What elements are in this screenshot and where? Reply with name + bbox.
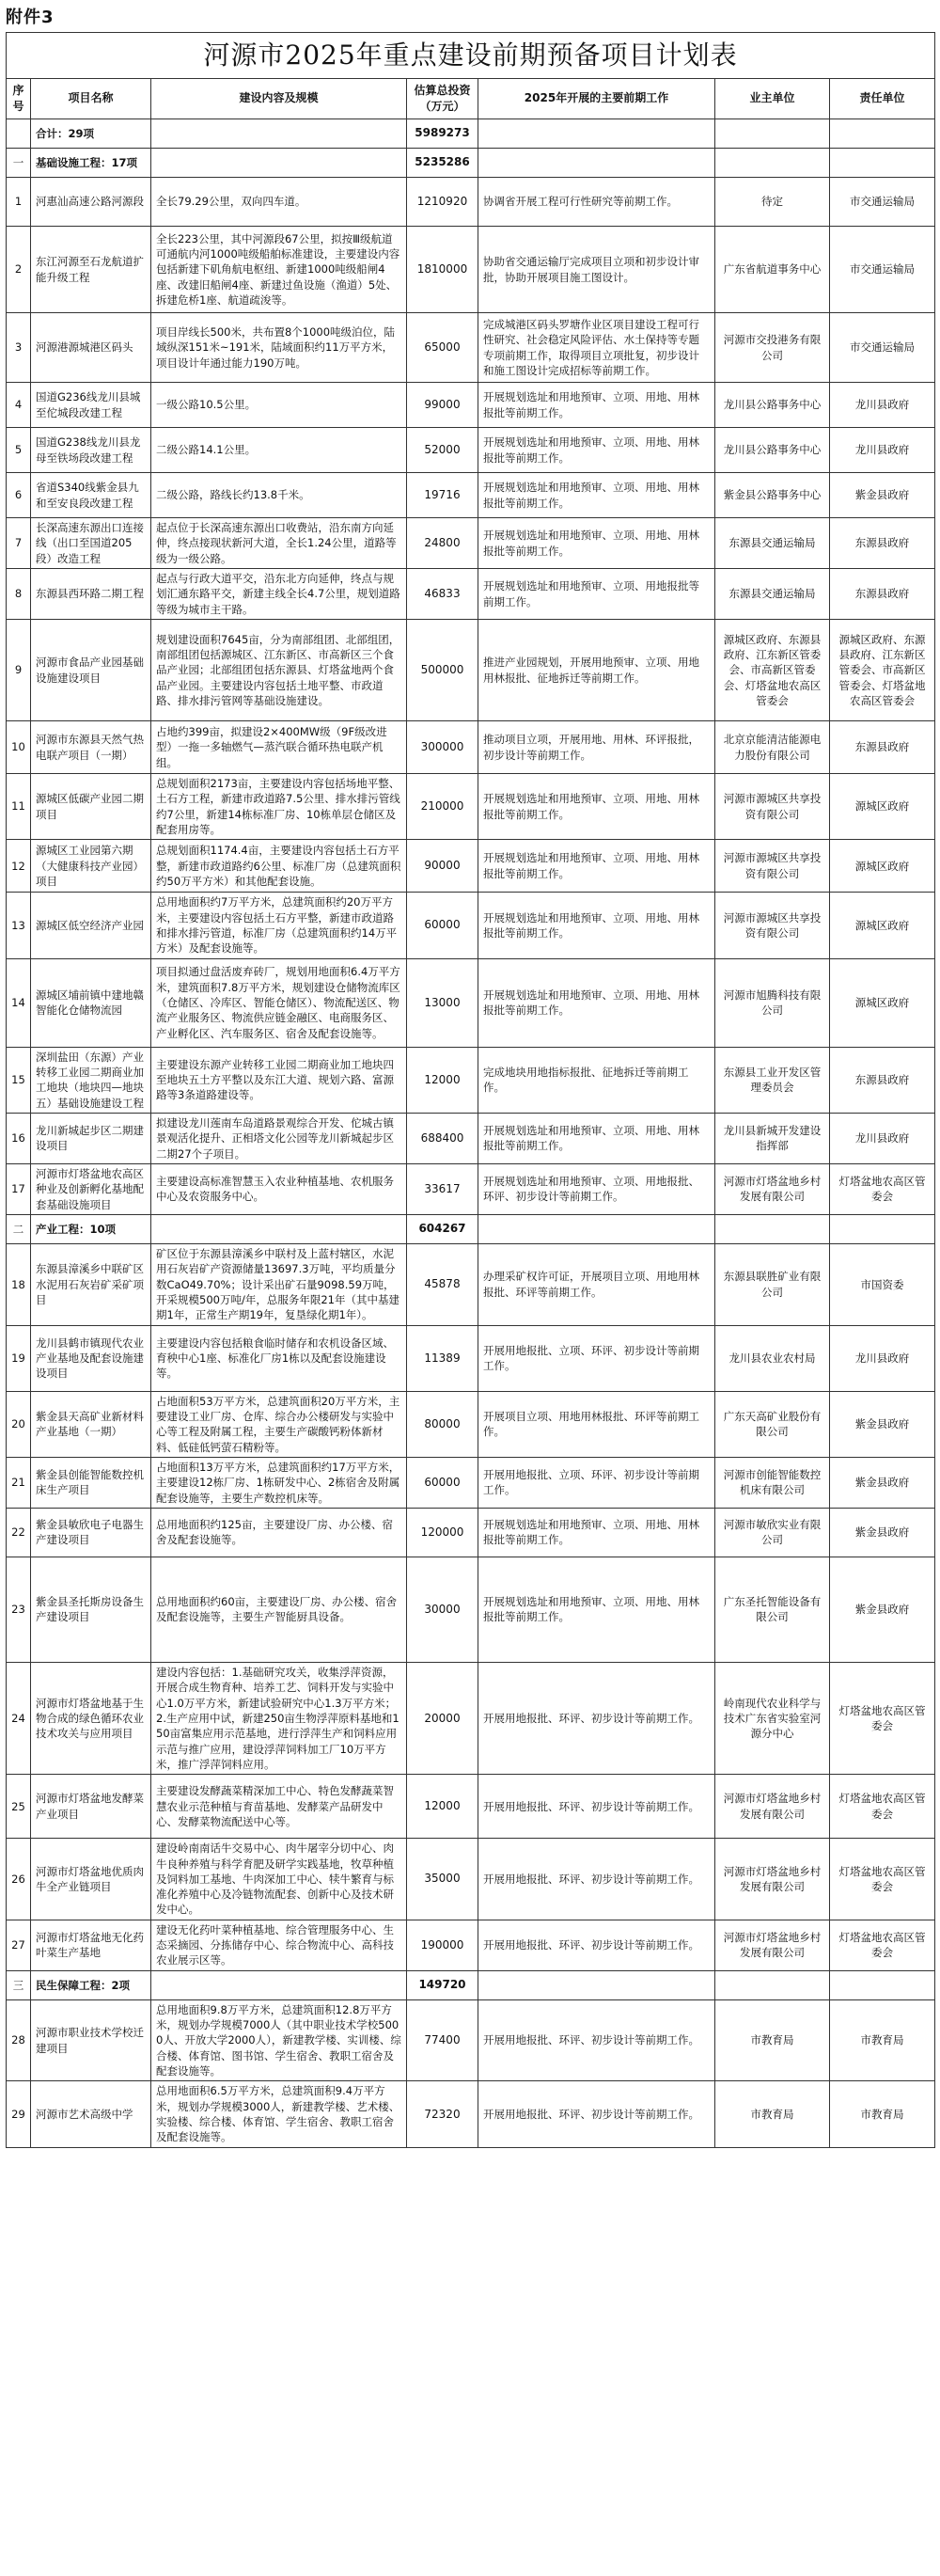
row-number: 29 (7, 2081, 31, 2147)
preliminary-work: 开展规划选址和用地预审、立项、用地报批等前期工作。 (478, 569, 715, 620)
section-number: 二 (7, 1214, 31, 1243)
table-row (7, 569, 935, 620)
attachment-label: 附件3 (6, 8, 55, 27)
construction-content: 总规划面积2173亩，主要建设内容包括场地平整、土石方工程，新建市政道路7.5公里、排水排污管线约7公里，新建14栋标准厂房、10栋单层仓储区及配套用房等。 (151, 774, 407, 840)
table-row (7, 958, 935, 1047)
responsible-unit: 紫金县政府 (830, 1457, 935, 1508)
row-number: 2 (7, 227, 31, 313)
section-number: 一 (7, 149, 31, 178)
owner-unit: 北京京能清洁能源电力股份有限公司 (715, 721, 830, 774)
project-name: 龙川新城起步区二期建设项目 (31, 1113, 151, 1163)
investment-amount: 60000 (407, 893, 478, 958)
responsible-unit: 东源县政府 (830, 721, 935, 774)
owner-unit: 东源县交通运输局 (715, 518, 830, 569)
table-row (7, 1508, 935, 1557)
row-number: 14 (7, 958, 31, 1047)
project-name: 东源县漳溪乡中联矿区水泥用石灰岩矿采矿项目 (31, 1243, 151, 1325)
header-content: 建设内容及规模 (151, 79, 407, 119)
section-number: 三 (7, 1970, 31, 1999)
row-number: 3 (7, 313, 31, 383)
responsible-unit: 市教育局 (830, 2081, 935, 2147)
owner-unit: 紫金县公路事务中心 (715, 473, 830, 518)
responsible-unit: 市交通运输局 (830, 227, 935, 313)
table-row (7, 518, 935, 569)
row-number: 21 (7, 1457, 31, 1508)
construction-content: 一级公路10.5公里。 (151, 383, 407, 428)
construction-content: 全长223公里，其中河源段67公里，拟按Ⅲ级航道可通航内河1000吨级船舶标准建设，主要建设内容包括新建下矶角航电枢纽、新建1000吨级船闸4座、改建旧船闸4座、新建过鱼设施（渔道）5处、拆建危桥1座、航道疏浚等。 (151, 227, 407, 313)
project-name: 紫金县天高矿业新材料产业基地（一期） (31, 1391, 151, 1457)
owner-unit: 广东天高矿业股份有限公司 (715, 1391, 830, 1457)
project-name: 国道G236线龙川县城至佗城段改建工程 (31, 383, 151, 428)
owner-unit: 待定 (715, 178, 830, 227)
preliminary-work: 开展规划选址和用地预审、立项、用地报批、环评、初步设计等前期工作。 (478, 1163, 715, 1214)
responsible-unit: 灯塔盆地农高区管委会 (830, 1662, 935, 1774)
project-name: 龙川县鹤市镇现代农业产业基地及配套设施建设项目 (31, 1325, 151, 1391)
total-amount: 5989273 (407, 119, 478, 149)
responsible-unit: 紫金县政府 (830, 1391, 935, 1457)
header-amount: 估算总投资（万元） (407, 79, 478, 119)
section-empty (151, 1970, 407, 1999)
table-row (7, 178, 935, 227)
responsible-unit: 龙川县政府 (830, 1325, 935, 1391)
header-no: 序号 (7, 79, 31, 119)
total-row (7, 119, 935, 149)
responsible-unit: 龙川县政府 (830, 383, 935, 428)
header-owner: 业主单位 (715, 79, 830, 119)
section-row (7, 1214, 935, 1243)
section-row (7, 1970, 935, 1999)
preliminary-work: 开展用地报批、环评、初步设计等前期工作。 (478, 1920, 715, 1970)
row-number: 17 (7, 1163, 31, 1214)
table-row (7, 1325, 935, 1391)
row-number: 27 (7, 1920, 31, 1970)
table-row (7, 383, 935, 428)
responsible-unit: 东源县政府 (830, 518, 935, 569)
construction-content: 总用地面积约7万平方米，总建筑面积约20万平方米，主要建设内容包括土石方平整，新建市政道路和排水排污管道，标准厂房（总建筑面积约14万平方米）及配套设施等。 (151, 893, 407, 958)
row-number: 15 (7, 1047, 31, 1113)
project-name: 河源市灯塔盆地优质肉牛全产业链项目 (31, 1839, 151, 1920)
project-table (6, 32, 935, 2148)
project-name: 河源市职业技术学校迁建项目 (31, 1999, 151, 2081)
investment-amount: 1810000 (407, 227, 478, 313)
preliminary-work: 办理采矿权许可证，开展项目立项、用地用林报批、环评等前期工作。 (478, 1243, 715, 1325)
project-name: 河源市灯塔盆地发酵菜产业项目 (31, 1775, 151, 1839)
row-number: 1 (7, 178, 31, 227)
project-name: 河源市灯塔盆地农高区种业及创新孵化基地配套基础设施项目 (31, 1163, 151, 1214)
header-resp: 责任单位 (830, 79, 935, 119)
preliminary-work: 开展规划选址和用地预审、立项、用地、用林报批等前期工作。 (478, 473, 715, 518)
preliminary-work: 完成城港区码头罗塘作业区项目建设工程可行性研究、社会稳定风险评估、水土保持等专题专项前期工作，取得项目立项批复，初步设计和施工图设计完成招标等前期工作。 (478, 313, 715, 383)
responsible-unit: 源城区政府 (830, 958, 935, 1047)
construction-content: 二级公路，路线长约13.8千米。 (151, 473, 407, 518)
project-name: 省道S340线紫金县九和至安良段改建工程 (31, 473, 151, 518)
construction-content: 拟建设龙川莲南车岛道路景观综合开发、佗城古镇景观活化提升、正相塔文化公园等龙川新城起步区二期27个子项目。 (151, 1113, 407, 1163)
construction-content: 总用地面积9.8万平方米，总建筑面积12.8万平方米，规划办学规模7000人（其中职业技术学校5000人、开放大学2000人），新建教学楼、实训楼、综合楼、体育馆、图书馆、学生宿舍、教职工宿舍及配套设施等。 (151, 1999, 407, 2081)
construction-content: 主要建设发酵蔬菜精深加工中心、特色发酵蔬菜智慧农业示范种植与育苗基地、发酵菜产品研发中心、发酵菜物流配送中心等。 (151, 1775, 407, 1839)
section-empty (478, 149, 715, 178)
construction-content: 总用地面积6.5万平方米，总建筑面积9.4万平方米，规划办学规模3000人，新建教学楼、艺术楼、实验楼、综合楼、体育馆、学生宿舍、教职工宿舍及配套设施等。 (151, 2081, 407, 2147)
responsible-unit: 灯塔盆地农高区管委会 (830, 1163, 935, 1214)
preliminary-work: 推动项目立项，开展用地、用林、环评报批，初步设计等前期工作。 (478, 721, 715, 774)
construction-content: 项目拟通过盘活废弃砖厂，规划用地面积6.4万平方米，建筑面积7.8万平方米，规划建设仓储物流库区（仓储区、冷库区、智能仓储区）、物流配送区、物流产业服务区、物流供应链金融区、电商服务区、产业孵化区、汽车服务区、宿舍及配套设施等。 (151, 958, 407, 1047)
section-amount: 5235286 (407, 149, 478, 178)
preliminary-work: 开展项目立项、用地用林报批、环评等前期工作。 (478, 1391, 715, 1457)
row-number: 24 (7, 1662, 31, 1774)
construction-content: 总规划面积1174.4亩，主要建设内容包括土石方平整，新建市政道路约6公里、标准厂房（总建筑面积约50万平方米）和其他配套设施。 (151, 840, 407, 893)
owner-unit: 龙川县新城开发建设指挥部 (715, 1113, 830, 1163)
header-row (7, 79, 935, 119)
construction-content: 矿区位于东源县漳溪乡中联村及上蓝村辖区，水泥用石灰岩矿产资源储量13697.3万吨，平均质量分数CaO49.70%；设计采出矿石量9098.59万吨，开采规模500万吨/年，总服务年限21年（其中基建期1年，正常生产期19年，复垦绿化期1年）。 (151, 1243, 407, 1325)
row-number: 19 (7, 1325, 31, 1391)
row-number: 5 (7, 428, 31, 473)
table-row (7, 2081, 935, 2147)
construction-content: 建设无化药叶菜种植基地、综合管理服务中心、生态采摘园、分拣储存中心、综合物流中心、高科技农业展示区等。 (151, 1920, 407, 1970)
preliminary-work: 开展用地报批、环评、初步设计等前期工作。 (478, 1662, 715, 1774)
project-name: 源城区低碳产业园二期项目 (31, 774, 151, 840)
owner-unit: 河源市灯塔盆地乡村发展有限公司 (715, 1920, 830, 1970)
project-name: 源城区低空经济产业园 (31, 893, 151, 958)
table-row (7, 1113, 935, 1163)
table-row (7, 313, 935, 383)
section-label: 基础设施工程：17项 (31, 149, 151, 178)
preliminary-work: 开展规划选址和用地预审、立项、用地、用林报批等前期工作。 (478, 1508, 715, 1557)
investment-amount: 19716 (407, 473, 478, 518)
responsible-unit: 市教育局 (830, 1999, 935, 2081)
investment-amount: 500000 (407, 620, 478, 721)
investment-amount: 300000 (407, 721, 478, 774)
owner-unit: 岭南现代农业科学与技术广东省实验室河源分中心 (715, 1662, 830, 1774)
row-number: 22 (7, 1508, 31, 1557)
owner-unit: 河源市创能智能数控机床有限公司 (715, 1457, 830, 1508)
preliminary-work: 开展规划选址和用地预审、立项、用地、用林报批等前期工作。 (478, 383, 715, 428)
preliminary-work: 开展规划选址和用地预审、立项、用地、用林报批等前期工作。 (478, 518, 715, 569)
construction-content: 主要建设东源产业转移工业园二期商业加工地块四至地块五土方平整以及东江大道、规划六路、富源路等3条道路建设等。 (151, 1047, 407, 1113)
construction-content: 建设岭南南话牛交易中心、肉牛屠宰分切中心、肉牛良种养殖与科学育肥及研学实践基地，牧草种植及饲料加工基地、牛肉深加工中心、犊牛繁育与标准化养殖中心及冷链物流配套、创新中心及技术研发中心。 (151, 1839, 407, 1920)
preliminary-work: 开展规划选址和用地预审、立项、用地、用林报批等前期工作。 (478, 774, 715, 840)
row-number: 6 (7, 473, 31, 518)
investment-amount: 99000 (407, 383, 478, 428)
table-row (7, 893, 935, 958)
construction-content: 二级公路14.1公里。 (151, 428, 407, 473)
responsible-unit: 龙川县政府 (830, 1113, 935, 1163)
section-empty (715, 149, 830, 178)
investment-amount: 1210920 (407, 178, 478, 227)
row-number: 7 (7, 518, 31, 569)
preliminary-work: 完成地块用地指标报批、征地拆迁等前期工作。 (478, 1047, 715, 1113)
responsible-unit: 东源县政府 (830, 569, 935, 620)
investment-amount: 52000 (407, 428, 478, 473)
responsible-unit: 灯塔盆地农高区管委会 (830, 1839, 935, 1920)
investment-amount: 46833 (407, 569, 478, 620)
construction-content: 占地面积13万平方米，总建筑面积约17万平方米，主要建设12栋厂房、1栋研发中心、2栋宿舍及附属配套设施等，主要生产数控机床等。 (151, 1457, 407, 1508)
investment-amount: 33617 (407, 1163, 478, 1214)
row-number: 18 (7, 1243, 31, 1325)
section-empty (830, 149, 935, 178)
construction-content: 起点与行政大道平交，沿东北方向延伸，终点与规划汇通东路平交，新建主线全长4.7公里，规划道路等级为城市主干路。 (151, 569, 407, 620)
project-name: 河源市食品产业园基础设施建设项目 (31, 620, 151, 721)
preliminary-work: 开展用地报批、环评、初步设计等前期工作。 (478, 2081, 715, 2147)
owner-unit: 东源县工业开发区管理委员会 (715, 1047, 830, 1113)
responsible-unit: 紫金县政府 (830, 473, 935, 518)
table-row (7, 1391, 935, 1457)
section-label: 民生保障工程：2项 (31, 1970, 151, 1999)
owner-unit: 河源市灯塔盆地乡村发展有限公司 (715, 1839, 830, 1920)
responsible-unit: 市交通运输局 (830, 313, 935, 383)
owner-unit: 龙川县公路事务中心 (715, 428, 830, 473)
investment-amount: 688400 (407, 1113, 478, 1163)
owner-unit: 河源市灯塔盆地乡村发展有限公司 (715, 1775, 830, 1839)
table-row (7, 840, 935, 893)
row-number: 10 (7, 721, 31, 774)
table-row (7, 473, 935, 518)
table-row (7, 1047, 935, 1113)
investment-amount: 12000 (407, 1047, 478, 1113)
table-row (7, 1457, 935, 1508)
preliminary-work: 开展用地报批、立项、环评、初步设计等前期工作。 (478, 1457, 715, 1508)
responsible-unit: 灯塔盆地农高区管委会 (830, 1775, 935, 1839)
preliminary-work: 开展规划选址和用地预审、立项、用地、用林报批等前期工作。 (478, 428, 715, 473)
header-work: 2025年开展的主要前期工作 (478, 79, 715, 119)
construction-content: 占地约399亩，拟建设2×400MW级（9F级改进型）一拖一多轴燃气—蒸汽联合循环热电联产机组。 (151, 721, 407, 774)
owner-unit: 市教育局 (715, 2081, 830, 2147)
construction-content: 规划建设面积7645亩，分为南部组团、北部组团，南部组团包括源城区、江东新区、市高新区三个食品产业园；北部组团包括东源县、灯塔盆地两个食品产业园。主要建设内容包括土地平整、市政道路、排水排污管网等基础设施建设。 (151, 620, 407, 721)
investment-amount: 11389 (407, 1325, 478, 1391)
project-name: 深圳盐田（东源）产业转移工业园二期商业加工地块（地块四—地块五）基础设施建设工程 (31, 1047, 151, 1113)
header-name: 项目名称 (31, 79, 151, 119)
section-empty (478, 1214, 715, 1243)
project-name: 紫金县创能智能数控机床生产项目 (31, 1457, 151, 1508)
owner-unit: 河源市源城区共享投资有限公司 (715, 840, 830, 893)
project-name: 河源市灯塔盆地无化药叶菜生产基地 (31, 1920, 151, 1970)
table-row (7, 721, 935, 774)
construction-content: 总用地面积约60亩，主要建设厂房、办公楼、宿舍及配套设施等，主要生产智能厨具设备。 (151, 1557, 407, 1662)
page-title: 河源市2025年重点建设前期预备项目计划表 (7, 33, 935, 79)
construction-content: 主要建设高标准智慧玉入农业种植基地、农机服务中心及农资服务中心。 (151, 1163, 407, 1214)
table-row (7, 1839, 935, 1920)
investment-amount: 45878 (407, 1243, 478, 1325)
table-row (7, 1662, 935, 1774)
project-name: 紫金县敏欣电子电器生产建设项目 (31, 1508, 151, 1557)
preliminary-work: 协助省交通运输厅完成项目立项和初步设计审批，协助开展项目施工图设计。 (478, 227, 715, 313)
responsible-unit: 紫金县政府 (830, 1557, 935, 1662)
preliminary-work: 开展规划选址和用地预审、立项、用地、用林报批等前期工作。 (478, 1557, 715, 1662)
construction-content: 全长79.29公里，双向四车道。 (151, 178, 407, 227)
section-empty (478, 1970, 715, 1999)
table-row (7, 1243, 935, 1325)
responsible-unit: 市交通运输局 (830, 178, 935, 227)
section-label: 产业工程：10项 (31, 1214, 151, 1243)
section-empty (830, 1970, 935, 1999)
owner-unit: 龙川县农业农村局 (715, 1325, 830, 1391)
investment-amount: 80000 (407, 1391, 478, 1457)
preliminary-work: 开展用地报批、环评、初步设计等前期工作。 (478, 1839, 715, 1920)
table-row (7, 1920, 935, 1970)
preliminary-work: 开展用地报批、环评、初步设计等前期工作。 (478, 1775, 715, 1839)
construction-content: 建设内容包括：1.基础研究攻关，收集浮萍资源，开展合成生物育种、培养工艺、饲料开发与实验中心1.0万平方米，新建试验研究中心1.3万平方米；2.生产应用中试，新建250亩生物浮萍原料基地和150亩富集应用示范基地，进行浮萍生产和饲料应用示范与推广应用，建设浮萍饲料加工厂10万平方米，推广浮萍饲料应用。 (151, 1662, 407, 1774)
section-empty (715, 1970, 830, 1999)
preliminary-work: 开展规划选址和用地预审、立项、用地、用林报批等前期工作。 (478, 958, 715, 1047)
responsible-unit: 紫金县政府 (830, 1508, 935, 1557)
section-empty (151, 1214, 407, 1243)
investment-amount: 120000 (407, 1508, 478, 1557)
responsible-unit: 灯塔盆地农高区管委会 (830, 1920, 935, 1970)
investment-amount: 190000 (407, 1920, 478, 1970)
owner-unit: 市教育局 (715, 1999, 830, 2081)
row-number: 9 (7, 620, 31, 721)
project-name: 河源市东源县天然气热电联产项目（一期） (31, 721, 151, 774)
owner-unit: 河源市源城区共享投资有限公司 (715, 774, 830, 840)
owner-unit: 河源市旭腾科技有限公司 (715, 958, 830, 1047)
row-number: 23 (7, 1557, 31, 1662)
project-name: 长深高速东源出口连接线（出口至国道205段）改造工程 (31, 518, 151, 569)
preliminary-work: 开展用地报批、环评、初步设计等前期工作。 (478, 1999, 715, 2081)
table-row (7, 1775, 935, 1839)
table-row (7, 620, 935, 721)
row-number: 25 (7, 1775, 31, 1839)
investment-amount: 30000 (407, 1557, 478, 1662)
table-row (7, 774, 935, 840)
responsible-unit: 源城区政府、东源县政府、江东新区管委会、市高新区管委会、灯塔盆地农高区管委会 (830, 620, 935, 721)
preliminary-work: 开展用地报批、立项、环评、初步设计等前期工作。 (478, 1325, 715, 1391)
section-amount: 149720 (407, 1970, 478, 1999)
project-name: 河源市灯塔盆地基于生物合成的绿色循环农业技术攻关与应用项目 (31, 1662, 151, 1774)
owner-unit: 河源市敏欣实业有限公司 (715, 1508, 830, 1557)
construction-content: 起点位于长深高速东源出口收费站，沿东南方向延伸，终点接现状新河大道，全长1.24公里，道路等级为一级公路。 (151, 518, 407, 569)
project-name: 东源县西环路二期工程 (31, 569, 151, 620)
table-row (7, 227, 935, 313)
responsible-unit: 源城区政府 (830, 893, 935, 958)
project-name: 河惠汕高速公路河源段 (31, 178, 151, 227)
owner-unit: 东源县交通运输局 (715, 569, 830, 620)
table-body (7, 119, 935, 2148)
investment-amount: 24800 (407, 518, 478, 569)
table-row (7, 1557, 935, 1662)
table-row (7, 428, 935, 473)
row-number: 16 (7, 1113, 31, 1163)
row-number: 8 (7, 569, 31, 620)
responsible-unit: 源城区政府 (830, 840, 935, 893)
construction-content: 总用地面积约125亩，主要建设厂房、办公楼、宿舍及配套设施等。 (151, 1508, 407, 1557)
responsible-unit: 源城区政府 (830, 774, 935, 840)
row-number: 26 (7, 1839, 31, 1920)
responsible-unit: 东源县政府 (830, 1047, 935, 1113)
row-number: 12 (7, 840, 31, 893)
owner-unit: 东源县联胜矿业有限公司 (715, 1243, 830, 1325)
table-row (7, 1163, 935, 1214)
row-number: 11 (7, 774, 31, 840)
section-empty (830, 1214, 935, 1243)
row-number: 4 (7, 383, 31, 428)
project-name: 紫金县圣托斯房设备生产建设项目 (31, 1557, 151, 1662)
investment-amount: 90000 (407, 840, 478, 893)
owner-unit: 龙川县公路事务中心 (715, 383, 830, 428)
investment-amount: 60000 (407, 1457, 478, 1508)
section-amount: 604267 (407, 1214, 478, 1243)
responsible-unit: 龙川县政府 (830, 428, 935, 473)
investment-amount: 72320 (407, 2081, 478, 2147)
section-row (7, 149, 935, 178)
preliminary-work: 开展规划选址和用地预审、立项、用地、用林报批等前期工作。 (478, 840, 715, 893)
investment-amount: 35000 (407, 1839, 478, 1920)
table-row (7, 1999, 935, 2081)
construction-content: 占地面积53万平方米，总建筑面积20万平方米，主要建设工业厂房、仓库、综合办公楼研发与实验中心等工程及附属工程，主要生产碳酸钙粉体新材料、低硅低钙萤石精粉等。 (151, 1391, 407, 1457)
investment-amount: 210000 (407, 774, 478, 840)
owner-unit: 广东省航道事务中心 (715, 227, 830, 313)
section-empty (151, 149, 407, 178)
owner-unit: 河源市源城区共享投资有限公司 (715, 893, 830, 958)
project-name: 源城区工业园第六期（大健康科技产业园）项目 (31, 840, 151, 893)
preliminary-work: 推进产业园规划，开展用地预审、立项、用地用林报批、征地拆迁等前期工作。 (478, 620, 715, 721)
construction-content: 项目岸线长500米，共布置8个1000吨级泊位，陆域纵深151米~191米，陆域面积约11万平方米，项目设计年通过能力190万吨。 (151, 313, 407, 383)
investment-amount: 20000 (407, 1662, 478, 1774)
project-name: 东江河源至石龙航道扩能升级工程 (31, 227, 151, 313)
owner-unit: 河源市灯塔盆地乡村发展有限公司 (715, 1163, 830, 1214)
preliminary-work: 开展规划选址和用地预审、立项、用地、用林报批等前期工作。 (478, 893, 715, 958)
row-number: 20 (7, 1391, 31, 1457)
project-name: 河源港源城港区码头 (31, 313, 151, 383)
row-number: 28 (7, 1999, 31, 2081)
owner-unit: 河源市交投港务有限公司 (715, 313, 830, 383)
construction-content: 主要建设内容包括粮食临时储存和农机设备区域、育秧中心1座、标准化厂房1栋以及配套设施建设等。 (151, 1325, 407, 1391)
project-name: 国道G238线龙川县龙母至铁场段改建工程 (31, 428, 151, 473)
investment-amount: 13000 (407, 958, 478, 1047)
project-name: 河源市艺术高级中学 (31, 2081, 151, 2147)
investment-amount: 77400 (407, 1999, 478, 2081)
owner-unit: 源城区政府、东源县政府、江东新区管委会、市高新区管委会、灯塔盆地农高区管委会 (715, 620, 830, 721)
investment-amount: 12000 (407, 1775, 478, 1839)
project-name: 源城区埔前镇中建地赣智能化仓储物流园 (31, 958, 151, 1047)
row-number: 13 (7, 893, 31, 958)
preliminary-work: 协调省开展工程可行性研究等前期工作。 (478, 178, 715, 227)
total-label: 合计：29项 (31, 119, 151, 149)
responsible-unit: 市国资委 (830, 1243, 935, 1325)
section-empty (715, 1214, 830, 1243)
preliminary-work: 开展规划选址和用地预审、立项、用地、用林报批等前期工作。 (478, 1113, 715, 1163)
investment-amount: 65000 (407, 313, 478, 383)
owner-unit: 广东圣托智能设备有限公司 (715, 1557, 830, 1662)
